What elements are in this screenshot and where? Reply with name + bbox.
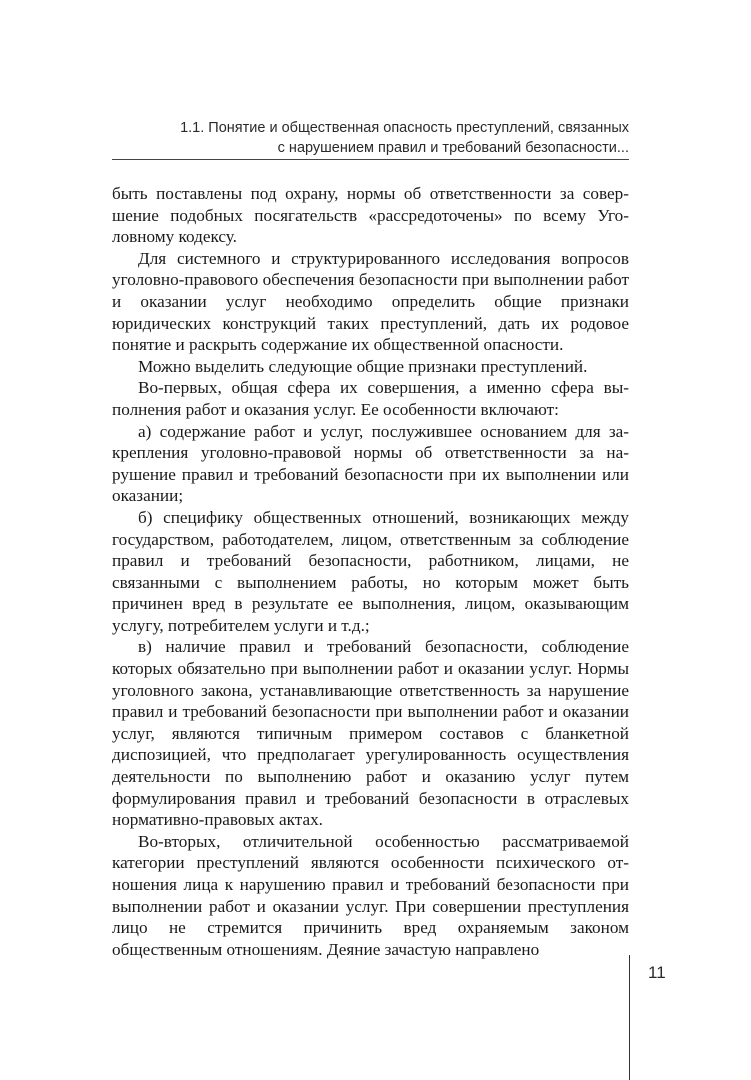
paragraph-6: б) специфику общественных отношений, возникающих между государством, работодателем, лицом, ответственным за соблюдение правил и требований безопасности, работником, лицами, не связанными с выполнением работы, но которым может быть причинен вред в результате ее выполнения, лицом, оказывающим услугу, потребителем услуги и т.д.;: [112, 507, 629, 635]
paragraph-4: Во-первых, общая сфера их совершения, а именно сфера выполнения работ и оказания услуг. Ее особенности включают:: [112, 378, 629, 419]
header-divider: [112, 159, 629, 160]
page-number: 11: [648, 963, 666, 982]
body-text: [112, 183, 629, 960]
paragraph-5: а) содержание работ и услуг, послужившее основанием для закрепления уголовно-правовой нормы об ответственности за нарушение правил и требований безопасности при их выполнении или оказании;: [112, 421, 629, 506]
page-number-rule: [629, 955, 630, 1080]
paragraph-1: быть поставлены под охрану, нормы об ответственности за совершение подобных посягательств «рассредоточены» по всему Уголовному кодексу.: [112, 184, 629, 247]
paragraph-7: в) наличие правил и требований безопасности, соблюдение которых обязательно при выполнении работ и оказании услуг. Нормы уголовного закона, устанавливающие ответственность за нарушение правил и требований безопасности при выполнении работ и оказании услуг, являются типичным примером составов с бланкетной диспозицией, что предполагает урегулированность осуществления деятельности по выполнению работ и оказанию услуг путем формулирования правил и требований безопасности в отраслевых нормативно-правовых актах.: [112, 637, 629, 830]
paragraph-3: Можно выделить следующие общие признаки преступлений.: [138, 356, 588, 376]
running-header-line-1: 1.1. Понятие и общественная опасность преступлений, связанных: [180, 120, 629, 136]
paragraph-8: Во-вторых, отличительной особенностью рассматриваемой категории преступлений являются особенности психического отношения лица к нарушению правил и требований безопасности при выполнении работ и оказании услуг. При совершении преступления лицо не стремится причинить вред охраняемым законом общественным отношениям. Деяние зачастую направлено: [112, 831, 629, 959]
running-header-line-2: с нарушением правил и требований безопасности...: [277, 140, 629, 156]
running-header: [109, 118, 629, 158]
paragraph-2: Для системного и структурированного исследования вопросов уголовно-правового обеспечения безопасности при выполнении работ и оказании услуг необходимо определить общие признаки юридических конструкций таких преступлений, дать их родовое понятие и раскрыть содержание их общественной опасности.: [112, 248, 629, 355]
